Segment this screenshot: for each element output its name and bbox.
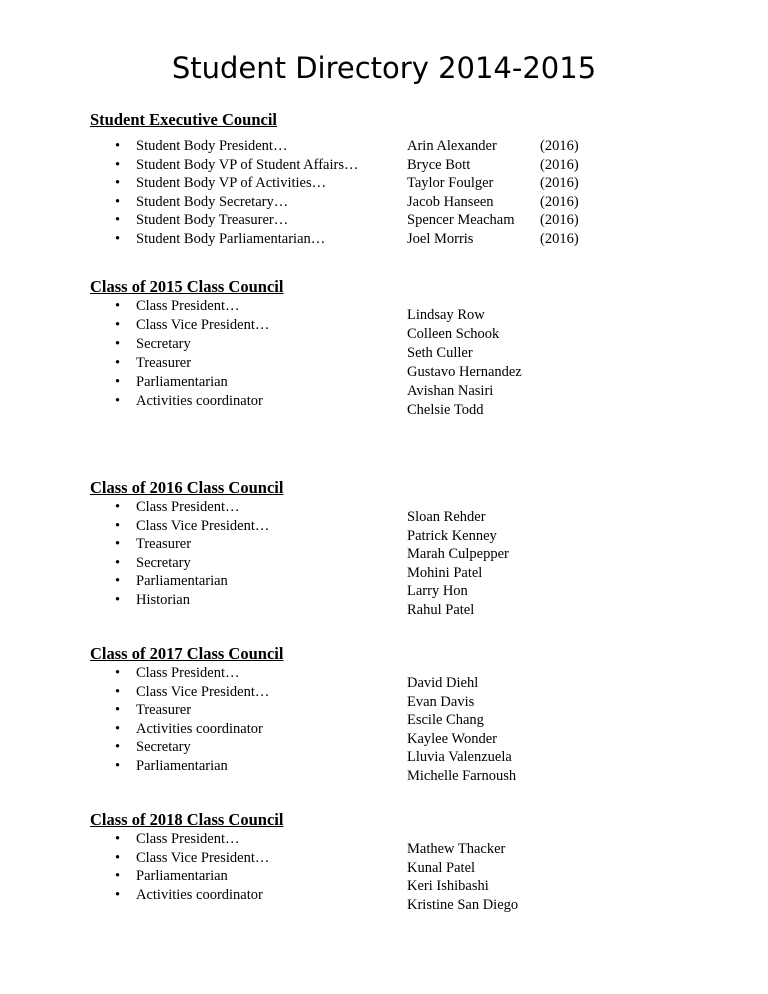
section-class-of-2015 bbox=[90, 277, 690, 418]
list-item bbox=[90, 738, 690, 765]
member-name: Sloan Rehder bbox=[407, 509, 486, 525]
role-label: Class President… bbox=[136, 665, 240, 681]
list-item bbox=[90, 174, 690, 193]
list-item bbox=[90, 535, 690, 562]
section-heading: Class of 2018 Class Council bbox=[90, 810, 284, 829]
role-list bbox=[90, 664, 690, 784]
role-list bbox=[90, 297, 690, 418]
member-name: Bryce Bott bbox=[407, 156, 471, 173]
role-label: Class Vice President… bbox=[136, 849, 270, 866]
list-item bbox=[90, 354, 690, 380]
section-heading: Student Executive Council bbox=[90, 110, 278, 129]
role-label: Secretary bbox=[136, 336, 191, 352]
role-label: Class President… bbox=[136, 298, 240, 314]
bullet-icon: • bbox=[115, 886, 121, 903]
list-item bbox=[90, 392, 690, 418]
bullet-icon: • bbox=[115, 355, 121, 371]
member-name: Rahul Patel bbox=[407, 601, 475, 618]
list-item bbox=[90, 886, 690, 913]
bullet-icon: • bbox=[115, 683, 121, 700]
bullet-icon: • bbox=[115, 536, 121, 552]
role-label: Parliamentarian bbox=[136, 868, 228, 884]
member-name: Kristine San Diego bbox=[407, 896, 519, 913]
list-item bbox=[90, 701, 690, 728]
role-list bbox=[90, 137, 690, 248]
member-name: Gustavo Hernandez bbox=[407, 364, 522, 380]
role-label: Student Body Treasurer… bbox=[136, 212, 289, 228]
role-label: Parliamentarian bbox=[136, 757, 228, 774]
member-year: (2016) bbox=[540, 193, 579, 210]
list-item bbox=[90, 664, 690, 691]
member-year: (2016) bbox=[540, 138, 579, 154]
bullet-icon: • bbox=[115, 317, 121, 333]
list-item bbox=[90, 211, 690, 230]
role-label: Secretary bbox=[136, 739, 191, 755]
list-item bbox=[90, 316, 690, 342]
section-heading: Class of 2017 Class Council bbox=[90, 644, 284, 663]
role-label: Class Vice President… bbox=[136, 517, 270, 534]
bullet-icon: • bbox=[115, 374, 121, 390]
role-label: Treasurer bbox=[136, 536, 192, 552]
member-name: Arin Alexander bbox=[407, 138, 497, 154]
list-item bbox=[90, 335, 690, 361]
section-class-of-2018 bbox=[90, 810, 690, 913]
role-label: Treasurer bbox=[136, 702, 192, 718]
bullet-icon: • bbox=[115, 665, 121, 681]
bullet-icon: • bbox=[115, 193, 121, 210]
role-label: Student Body VP of Activities… bbox=[136, 175, 327, 191]
bullet-icon: • bbox=[115, 175, 121, 191]
list-item bbox=[90, 498, 690, 525]
member-year: (2016) bbox=[540, 212, 579, 228]
member-name: Joel Morris bbox=[407, 230, 474, 247]
section-student-executive-council bbox=[90, 110, 690, 248]
bullet-icon: • bbox=[115, 212, 121, 228]
member-name: Chelsie Todd bbox=[407, 402, 484, 418]
bullet-icon: • bbox=[115, 868, 121, 884]
bullet-icon: • bbox=[115, 230, 121, 247]
page-title: Student Directory 2014-2015 bbox=[171, 51, 597, 85]
section-heading: Class of 2015 Class Council bbox=[90, 277, 284, 296]
bullet-icon: • bbox=[115, 591, 121, 608]
role-label: Activities coordinator bbox=[136, 393, 263, 409]
role-label: Historian bbox=[136, 591, 190, 608]
member-name: Spencer Meacham bbox=[407, 212, 515, 228]
list-item bbox=[90, 757, 690, 784]
member-name: Mohini Patel bbox=[407, 564, 483, 581]
list-item bbox=[90, 193, 690, 212]
member-name: Avishan Nasiri bbox=[407, 383, 494, 399]
role-label: Student Body VP of Student Affairs… bbox=[136, 156, 359, 173]
bullet-icon: • bbox=[115, 517, 121, 534]
member-name: Marah Culpepper bbox=[407, 546, 509, 562]
bullet-icon: • bbox=[115, 739, 121, 755]
member-name: Evan Davis bbox=[407, 693, 475, 710]
member-name: Larry Hon bbox=[407, 583, 468, 599]
member-year: (2016) bbox=[540, 175, 579, 191]
member-name: Kaylee Wonder bbox=[407, 730, 497, 747]
bullet-icon: • bbox=[115, 554, 121, 571]
role-label: Class President… bbox=[136, 499, 240, 515]
list-item bbox=[90, 373, 690, 399]
role-label: Student Body President… bbox=[136, 138, 288, 154]
bullet-icon: • bbox=[115, 138, 121, 154]
role-label: Parliamentarian bbox=[136, 573, 228, 589]
bullet-icon: • bbox=[115, 849, 121, 866]
bullet-icon: • bbox=[115, 831, 121, 847]
list-item bbox=[90, 830, 690, 857]
list-item bbox=[90, 867, 690, 894]
role-label: Parliamentarian bbox=[136, 374, 228, 390]
bullet-icon: • bbox=[115, 336, 121, 352]
section-class-of-2017 bbox=[90, 644, 690, 784]
list-item bbox=[90, 591, 690, 618]
member-name: David Diehl bbox=[407, 675, 479, 691]
list-item bbox=[90, 137, 690, 156]
member-name: Jacob Hanseen bbox=[407, 193, 494, 210]
list-item bbox=[90, 297, 690, 323]
bullet-icon: • bbox=[115, 298, 121, 314]
list-item bbox=[90, 156, 690, 175]
list-item bbox=[90, 572, 690, 599]
role-label: Activities coordinator bbox=[136, 720, 263, 737]
member-name: Mathew Thacker bbox=[407, 841, 506, 857]
bullet-icon: • bbox=[115, 757, 121, 774]
member-name: Patrick Kenney bbox=[407, 527, 497, 544]
role-label: Student Body Parliamentarian… bbox=[136, 230, 326, 247]
member-name: Lindsay Row bbox=[407, 307, 485, 323]
list-item bbox=[90, 230, 690, 249]
bullet-icon: • bbox=[115, 156, 121, 173]
section-class-of-2016 bbox=[90, 478, 690, 618]
member-name: Seth Culler bbox=[407, 345, 473, 361]
bullet-icon: • bbox=[115, 720, 121, 737]
bullet-icon: • bbox=[115, 393, 121, 409]
member-name: Lluvia Valenzuela bbox=[407, 749, 512, 765]
member-name: Michelle Farnoush bbox=[407, 767, 517, 784]
role-list bbox=[90, 498, 690, 618]
member-year: (2016) bbox=[540, 156, 579, 173]
role-label: Class President… bbox=[136, 831, 240, 847]
role-label: Student Body Secretary… bbox=[136, 193, 289, 210]
section-heading: Class of 2016 Class Council bbox=[90, 478, 284, 497]
role-list bbox=[90, 830, 690, 913]
role-label: Class Vice President… bbox=[136, 683, 270, 700]
role-label: Class Vice President… bbox=[136, 317, 270, 333]
bullet-icon: • bbox=[115, 499, 121, 515]
member-name: Colleen Schook bbox=[407, 326, 500, 342]
member-name: Taylor Foulger bbox=[407, 175, 494, 191]
member-name: Keri Ishibashi bbox=[407, 878, 489, 894]
role-label: Activities coordinator bbox=[136, 886, 263, 903]
role-label: Secretary bbox=[136, 554, 191, 571]
member-year: (2016) bbox=[540, 230, 579, 247]
bullet-icon: • bbox=[115, 573, 121, 589]
bullet-icon: • bbox=[115, 702, 121, 718]
member-name: Kunal Patel bbox=[407, 859, 476, 876]
member-name: Escile Chang bbox=[407, 712, 484, 728]
role-label: Treasurer bbox=[136, 355, 192, 371]
